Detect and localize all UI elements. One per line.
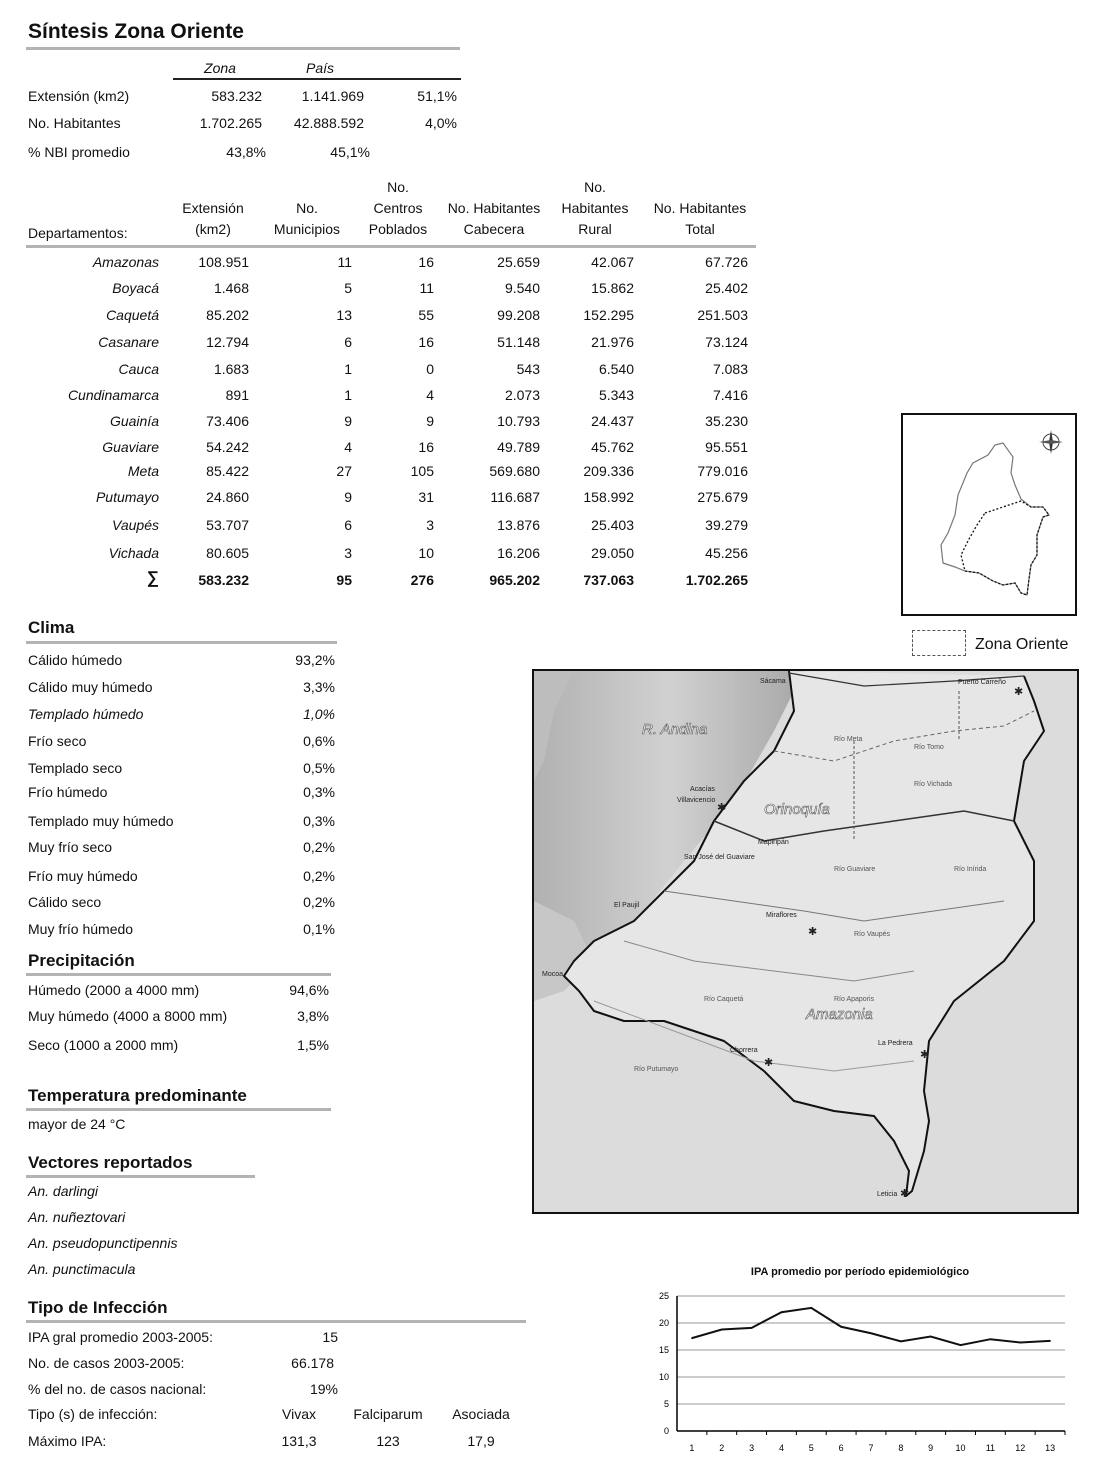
river-label: Río Inírida	[954, 866, 987, 873]
data-point	[960, 1344, 962, 1346]
department-cell: 80.605	[206, 545, 249, 561]
place-label: Chorrera	[730, 1047, 758, 1054]
department-name: Meta	[127, 463, 159, 479]
department-name: Boyacá	[112, 280, 159, 296]
total-cell: 737.063	[583, 572, 634, 588]
ipa-value: 15	[322, 1329, 338, 1345]
total-cell: 583.232	[198, 572, 249, 588]
summary-zona: 583.232	[211, 88, 262, 104]
department-cell: 9	[426, 413, 434, 429]
department-cell: 95.551	[705, 439, 748, 455]
place-label: Acacías	[690, 786, 715, 793]
compass-rose-icon	[1039, 430, 1063, 454]
department-cell: 55	[418, 307, 434, 323]
department-cell: 251.503	[697, 307, 748, 323]
department-cell: 275.679	[697, 489, 748, 505]
department-column-header: No. Habitantes Total	[653, 200, 747, 237]
department-cell: 569.680	[489, 463, 540, 479]
department-cell: 67.726	[705, 254, 748, 270]
region-label-amazonia: Amazonia	[806, 1006, 873, 1023]
department-name: Amazonas	[92, 254, 159, 270]
data-point	[870, 1332, 872, 1334]
star-icon: ✱	[920, 1048, 930, 1061]
department-cell: 10.793	[497, 413, 540, 429]
department-cell: 7.083	[712, 361, 748, 377]
department-cell: 0	[426, 361, 434, 377]
department-cell: 85.202	[206, 307, 249, 323]
place-label: San José del Guaviare	[684, 854, 755, 861]
departments-header-rule	[26, 245, 756, 248]
river-label: Río Meta	[834, 736, 863, 743]
department-cell: 31	[418, 489, 434, 505]
chart-canvas	[630, 1262, 1100, 1475]
clima-value: 0,3%	[303, 784, 335, 800]
data-point	[751, 1327, 753, 1329]
department-cell: 29.050	[591, 545, 634, 561]
department-cell: 209.336	[583, 463, 634, 479]
department-cell: 45.762	[591, 439, 634, 455]
x-tick-label: 3	[749, 1443, 755, 1453]
data-point	[930, 1336, 932, 1338]
clima-label: Frío muy húmedo	[28, 868, 138, 884]
clima-value: 0,2%	[303, 868, 335, 884]
place-label: Sácama	[760, 678, 786, 685]
clima-label: Cálido muy húmedo	[28, 679, 153, 695]
ipa-chart	[630, 1262, 1100, 1475]
summary-header-zona: Zona	[204, 60, 236, 76]
clima-value: 93,2%	[295, 652, 335, 668]
department-name: Guainía	[109, 413, 159, 429]
department-cell: 25.403	[591, 517, 634, 533]
region-map-canvas	[534, 671, 1077, 1212]
data-point	[1019, 1342, 1021, 1344]
tipo-falciparum: Falciparum	[353, 1406, 423, 1422]
summary-pais: 1.141.969	[301, 88, 364, 104]
series-line	[692, 1308, 1050, 1345]
department-name: Caquetá	[106, 307, 159, 323]
x-tick-label: 2	[719, 1443, 725, 1453]
y-tick-label: 20	[658, 1318, 669, 1328]
precipitacion-value: 1,5%	[297, 1037, 329, 1053]
department-column-header: No. Habitantes Cabecera	[447, 200, 541, 237]
legend-label: Zona Oriente	[975, 636, 1069, 653]
department-cell: 16.206	[497, 545, 540, 561]
x-tick-label: 13	[1045, 1443, 1056, 1453]
clima-value: 3,3%	[303, 679, 335, 695]
summary-label: % NBI promedio	[28, 144, 130, 160]
temperatura-rule	[26, 1108, 331, 1111]
clima-label: Frío seco	[28, 733, 87, 749]
precipitacion-label: Húmedo (2000 a 4000 mm)	[28, 982, 200, 998]
department-name: Vichada	[108, 545, 159, 561]
clima-label: Cálido seco	[28, 894, 102, 910]
department-cell: 543	[516, 361, 540, 377]
casos-label: No. de casos 2003-2005:	[28, 1355, 185, 1371]
department-cell: 51.148	[497, 334, 540, 350]
tipo-label: Tipo (s) de infección:	[28, 1406, 158, 1422]
department-cell: 49.789	[497, 439, 540, 455]
vector-item: An. punctimacula	[28, 1261, 136, 1277]
clima-label: Muy frío seco	[28, 839, 113, 855]
department-cell: 6.540	[598, 361, 634, 377]
department-cell: 73.406	[206, 413, 249, 429]
data-point	[691, 1337, 693, 1339]
river-label: Río Tomo	[914, 744, 944, 751]
summary-zona: 43,8%	[226, 144, 266, 160]
place-label: Mapiripán	[758, 839, 789, 846]
summary-pais: 42.888.592	[293, 115, 364, 131]
y-tick-label: 0	[663, 1426, 669, 1436]
department-cell: 158.992	[583, 489, 634, 505]
department-cell: 21.976	[591, 334, 634, 350]
precipitacion-label: Muy húmedo (4000 a 8000 mm)	[28, 1008, 228, 1024]
inset-map	[901, 413, 1077, 616]
department-cell: 11	[337, 254, 352, 270]
river-label: Río Vaupés	[854, 931, 891, 938]
y-tick-label: 25	[658, 1291, 669, 1301]
vector-item: An. nuñeztovari	[28, 1209, 126, 1225]
department-name: Casanare	[98, 334, 159, 350]
x-tick-label: 9	[928, 1443, 934, 1453]
department-name: Guaviare	[102, 439, 159, 455]
vectores-rule	[26, 1175, 255, 1178]
department-cell: 85.422	[206, 463, 249, 479]
department-cell: 53.707	[206, 517, 249, 533]
department-cell: 39.279	[705, 517, 748, 533]
temperatura-heading: Temperatura predominante	[28, 1086, 247, 1105]
summary-label: No. Habitantes	[28, 115, 121, 131]
river-label: Río Caquetá	[704, 996, 744, 1003]
department-cell: 152.295	[583, 307, 634, 323]
data-point	[900, 1341, 902, 1343]
y-tick-label: 15	[658, 1345, 669, 1355]
department-cell: 5	[344, 280, 352, 296]
clima-label: Templado muy húmedo	[28, 813, 174, 829]
chart-title: IPA promedio por período epidemiológico	[750, 1266, 970, 1278]
summary-header-rule	[173, 78, 461, 80]
data-point	[781, 1311, 783, 1313]
place-label: El Paujil	[614, 902, 640, 909]
department-cell: 3	[344, 545, 352, 561]
department-cell: 3	[426, 517, 434, 533]
department-cell: 9	[344, 489, 352, 505]
department-cell: 25.659	[497, 254, 540, 270]
clima-label: Muy frío húmedo	[28, 921, 134, 937]
place-label: Miraflores	[766, 912, 797, 919]
clima-label: Cálido húmedo	[28, 652, 123, 668]
star-icon: ✱	[1014, 685, 1024, 698]
department-cell: 1.468	[213, 280, 249, 296]
river-label: Río Guaviare	[834, 866, 876, 873]
department-cell: 10	[418, 545, 434, 561]
clima-value: 0,5%	[303, 760, 335, 776]
department-cell: 6	[344, 334, 352, 350]
department-cell: 9.540	[504, 280, 540, 296]
clima-value: 0,3%	[303, 813, 335, 829]
x-tick-label: 4	[778, 1443, 784, 1453]
summary-pct: 51,1%	[417, 88, 457, 104]
legend-swatch	[912, 630, 966, 656]
x-tick-label: 11	[985, 1443, 996, 1453]
department-cell: 24.437	[591, 413, 634, 429]
department-cell: 9	[344, 413, 352, 429]
total-cell: 95	[336, 572, 352, 588]
department-cell: 15.862	[591, 280, 634, 296]
tipo-vivax: Vivax	[282, 1406, 316, 1422]
department-cell: 891	[225, 387, 249, 403]
star-icon: ✱	[717, 801, 727, 814]
max-asociada: 17,9	[467, 1433, 495, 1449]
department-cell: 99.208	[497, 307, 540, 323]
place-label: Mocoa	[542, 971, 564, 978]
department-column-header: No. Centros Poblados	[368, 179, 428, 237]
department-name: Vaupés	[112, 517, 159, 533]
department-cell: 11	[419, 280, 434, 296]
data-point	[721, 1329, 723, 1331]
department-cell: 12.794	[206, 334, 249, 350]
y-tick-label: 10	[658, 1372, 669, 1382]
department-cell: 24.860	[206, 489, 249, 505]
department-cell: 108.951	[198, 254, 249, 270]
clima-value: 0,2%	[303, 894, 335, 910]
region-map	[532, 669, 1079, 1214]
department-cell: 16	[418, 334, 434, 350]
clima-value: 0,1%	[303, 921, 335, 937]
department-cell: 1.683	[213, 361, 249, 377]
total-cell: 276	[410, 572, 434, 588]
max-falciparum: 123	[376, 1433, 400, 1449]
data-point	[1049, 1340, 1051, 1342]
ipa-label: IPA gral promedio 2003-2005:	[28, 1329, 213, 1345]
department-cell: 13.876	[497, 517, 540, 533]
department-column-header: No. Municipios	[273, 200, 341, 237]
precipitacion-rule	[26, 973, 331, 976]
clima-rule	[26, 641, 337, 644]
department-cell: 2.073	[504, 387, 540, 403]
pct-value: 19%	[309, 1381, 338, 1397]
department-cell: 25.402	[705, 280, 748, 296]
department-cell: 35.230	[705, 413, 748, 429]
star-icon: ✱	[808, 925, 818, 938]
department-cell: 6	[344, 517, 352, 533]
temperatura-value: mayor de 24 °C	[28, 1116, 126, 1132]
total-cell: 1.702.265	[685, 572, 748, 588]
clima-value: 1,0%	[303, 706, 335, 722]
place-label: Villavicencio	[677, 797, 716, 804]
data-point	[840, 1326, 842, 1328]
summary-header-pais: País	[305, 60, 334, 76]
department-cell: 42.067	[591, 254, 634, 270]
department-column-header: Extensión (km2)	[182, 200, 244, 237]
title-rule	[26, 47, 460, 50]
department-name: Putumayo	[95, 489, 159, 505]
precipitacion-heading: Precipitación	[28, 951, 135, 970]
page-title: Síntesis Zona Oriente	[28, 20, 244, 43]
precipitacion-value: 3,8%	[297, 1008, 329, 1024]
x-tick-label: 12	[1015, 1443, 1026, 1453]
department-cell: 45.256	[705, 545, 748, 561]
infeccion-rule	[26, 1320, 526, 1323]
precipitacion-label: Seco (1000 a 2000 mm)	[28, 1037, 179, 1053]
departments-label: Departamentos:	[28, 225, 128, 241]
vector-item: An. darlingi	[28, 1183, 99, 1199]
clima-value: 0,2%	[303, 839, 335, 855]
summary-pct: 4,0%	[425, 115, 457, 131]
x-tick-label: 5	[808, 1443, 814, 1453]
star-icon: ✱	[764, 1056, 774, 1069]
clima-label: Templado húmedo	[28, 706, 144, 722]
river-label: Río Vichada	[914, 781, 953, 788]
department-cell: 7.416	[712, 387, 748, 403]
river-label: Río Apaporis	[834, 996, 875, 1003]
x-tick-label: 7	[868, 1443, 874, 1453]
x-tick-label: 1	[689, 1443, 695, 1453]
department-cell: 5.343	[598, 387, 634, 403]
max-vivax: 131,3	[281, 1433, 317, 1449]
clima-heading: Clima	[28, 618, 75, 637]
x-tick-label: 10	[955, 1443, 966, 1453]
sum-icon: ∑	[146, 568, 159, 587]
precipitacion-value: 94,6%	[289, 982, 329, 998]
colombia-outline	[903, 415, 1075, 614]
data-point	[990, 1338, 992, 1340]
place-label: La Pedrera	[878, 1040, 913, 1047]
department-cell: 27	[336, 463, 352, 479]
y-tick-label: 5	[663, 1399, 669, 1409]
clima-label: Frío húmedo	[28, 784, 108, 800]
place-label: Leticia	[877, 1191, 898, 1198]
x-tick-label: 6	[838, 1443, 844, 1453]
star-icon: ✱	[900, 1187, 910, 1200]
department-cell: 779.016	[697, 463, 748, 479]
department-cell: 73.124	[705, 334, 748, 350]
department-column-header: No. Habitantes Rural	[561, 179, 629, 237]
department-cell: 116.687	[490, 489, 540, 505]
summary-zona: 1.702.265	[199, 115, 262, 131]
department-cell: 105	[410, 463, 434, 479]
vectores-heading: Vectores reportados	[28, 1153, 193, 1172]
vector-item: An. pseudopunctipennis	[28, 1235, 178, 1251]
river-label: Río Putumayo	[634, 1066, 679, 1073]
region-label-andina: R. Andina	[642, 721, 708, 738]
summary-label: Extensión (km2)	[28, 88, 130, 104]
department-cell: 1	[344, 387, 352, 403]
max-label: Máximo IPA:	[28, 1433, 107, 1449]
tipo-asociada: Asociada	[452, 1406, 510, 1422]
casos-value: 66.178	[291, 1355, 334, 1371]
department-cell: 13	[336, 307, 352, 323]
clima-value: 0,6%	[303, 733, 335, 749]
department-name: Cauca	[118, 361, 159, 377]
data-point	[811, 1307, 813, 1309]
department-cell: 4	[426, 387, 434, 403]
infeccion-heading: Tipo de Infección	[28, 1298, 168, 1317]
x-tick-label: 8	[898, 1443, 904, 1453]
department-cell: 1	[344, 361, 352, 377]
department-cell: 4	[344, 439, 352, 455]
department-cell: 16	[418, 439, 434, 455]
clima-label: Templado seco	[28, 760, 123, 776]
pct-label: % del no. de casos nacional:	[28, 1381, 207, 1397]
summary-pais: 45,1%	[330, 144, 370, 160]
total-cell: 965.202	[489, 572, 540, 588]
place-label: Puerto Carreño	[958, 679, 1006, 686]
department-name: Cundinamarca	[67, 387, 159, 403]
region-label-orinoquia: Orinoquía	[764, 801, 830, 818]
department-cell: 54.242	[206, 439, 249, 455]
department-cell: 16	[418, 254, 434, 270]
